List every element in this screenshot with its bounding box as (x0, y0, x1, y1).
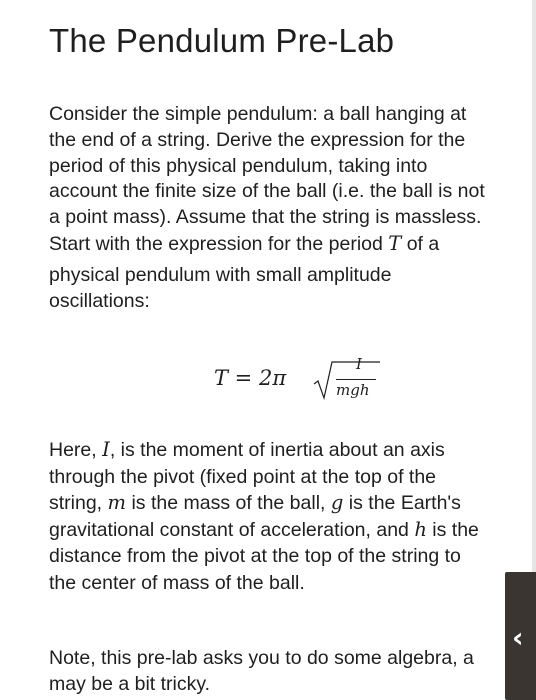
page-title: The Pendulum Pre-Lab (49, 22, 395, 59)
fraction-numerator: I (356, 355, 362, 373)
math-var-T: T (388, 231, 402, 255)
definitions-line: through the pivot (fixed point at the top of the (49, 465, 437, 488)
text-span: Here, (49, 439, 103, 461)
text-span: string, (49, 492, 108, 515)
intro-line: period of this physical pendulum, taking into (49, 154, 428, 177)
text-span: Start with the expression for the period (49, 232, 389, 255)
math-var-m: m (107, 491, 127, 515)
intro-line: account the finite size of the ball (i.e. the ball is not (49, 180, 485, 203)
definitions-line (49, 517, 529, 544)
note-line: may be a bit tricky. (49, 672, 211, 695)
text-span: is the (426, 518, 479, 541)
intro-line: oscillations: (49, 289, 150, 312)
definitions-line (49, 437, 529, 464)
chevron-left-icon: ‹ (512, 621, 524, 654)
intro-line: Consider the simple pendulum: a ball hanging at (49, 103, 467, 125)
intro-line: physical pendulum with small amplitude (49, 263, 392, 286)
fraction-denominator: mgh (336, 381, 370, 399)
intro-line: the end of a string. Derive the expression for the (49, 128, 466, 151)
text-span: , is the moment of inertia about an axis (109, 439, 445, 461)
definitions-line: the center of mass of the ball. (49, 571, 305, 594)
intro-paragraph (49, 102, 529, 314)
math-var-h: h (414, 517, 427, 541)
intro-line: a point mass). Assume that the string is massless. (49, 206, 482, 229)
definitions-line (49, 490, 529, 517)
math-var-g: g (330, 491, 344, 515)
definitions-paragraph (49, 437, 529, 597)
text-span: gravitational constant of acceleration, and (49, 518, 415, 541)
note-paragraph (49, 646, 529, 698)
text-span: is the Earth's (343, 492, 461, 515)
collapse-panel-handle[interactable] (505, 572, 536, 700)
text-span: is the mass of the ball, (126, 492, 331, 515)
intro-line (49, 231, 529, 258)
text-span: of a (401, 232, 440, 255)
formula-lhs: T = 2π (214, 366, 287, 390)
definitions-line: distance from the pivot at the top of the string to (49, 545, 461, 568)
note-line: Note, this pre-lab asks you to do some algebra, a (49, 647, 474, 669)
math-var-I: I (102, 438, 110, 461)
